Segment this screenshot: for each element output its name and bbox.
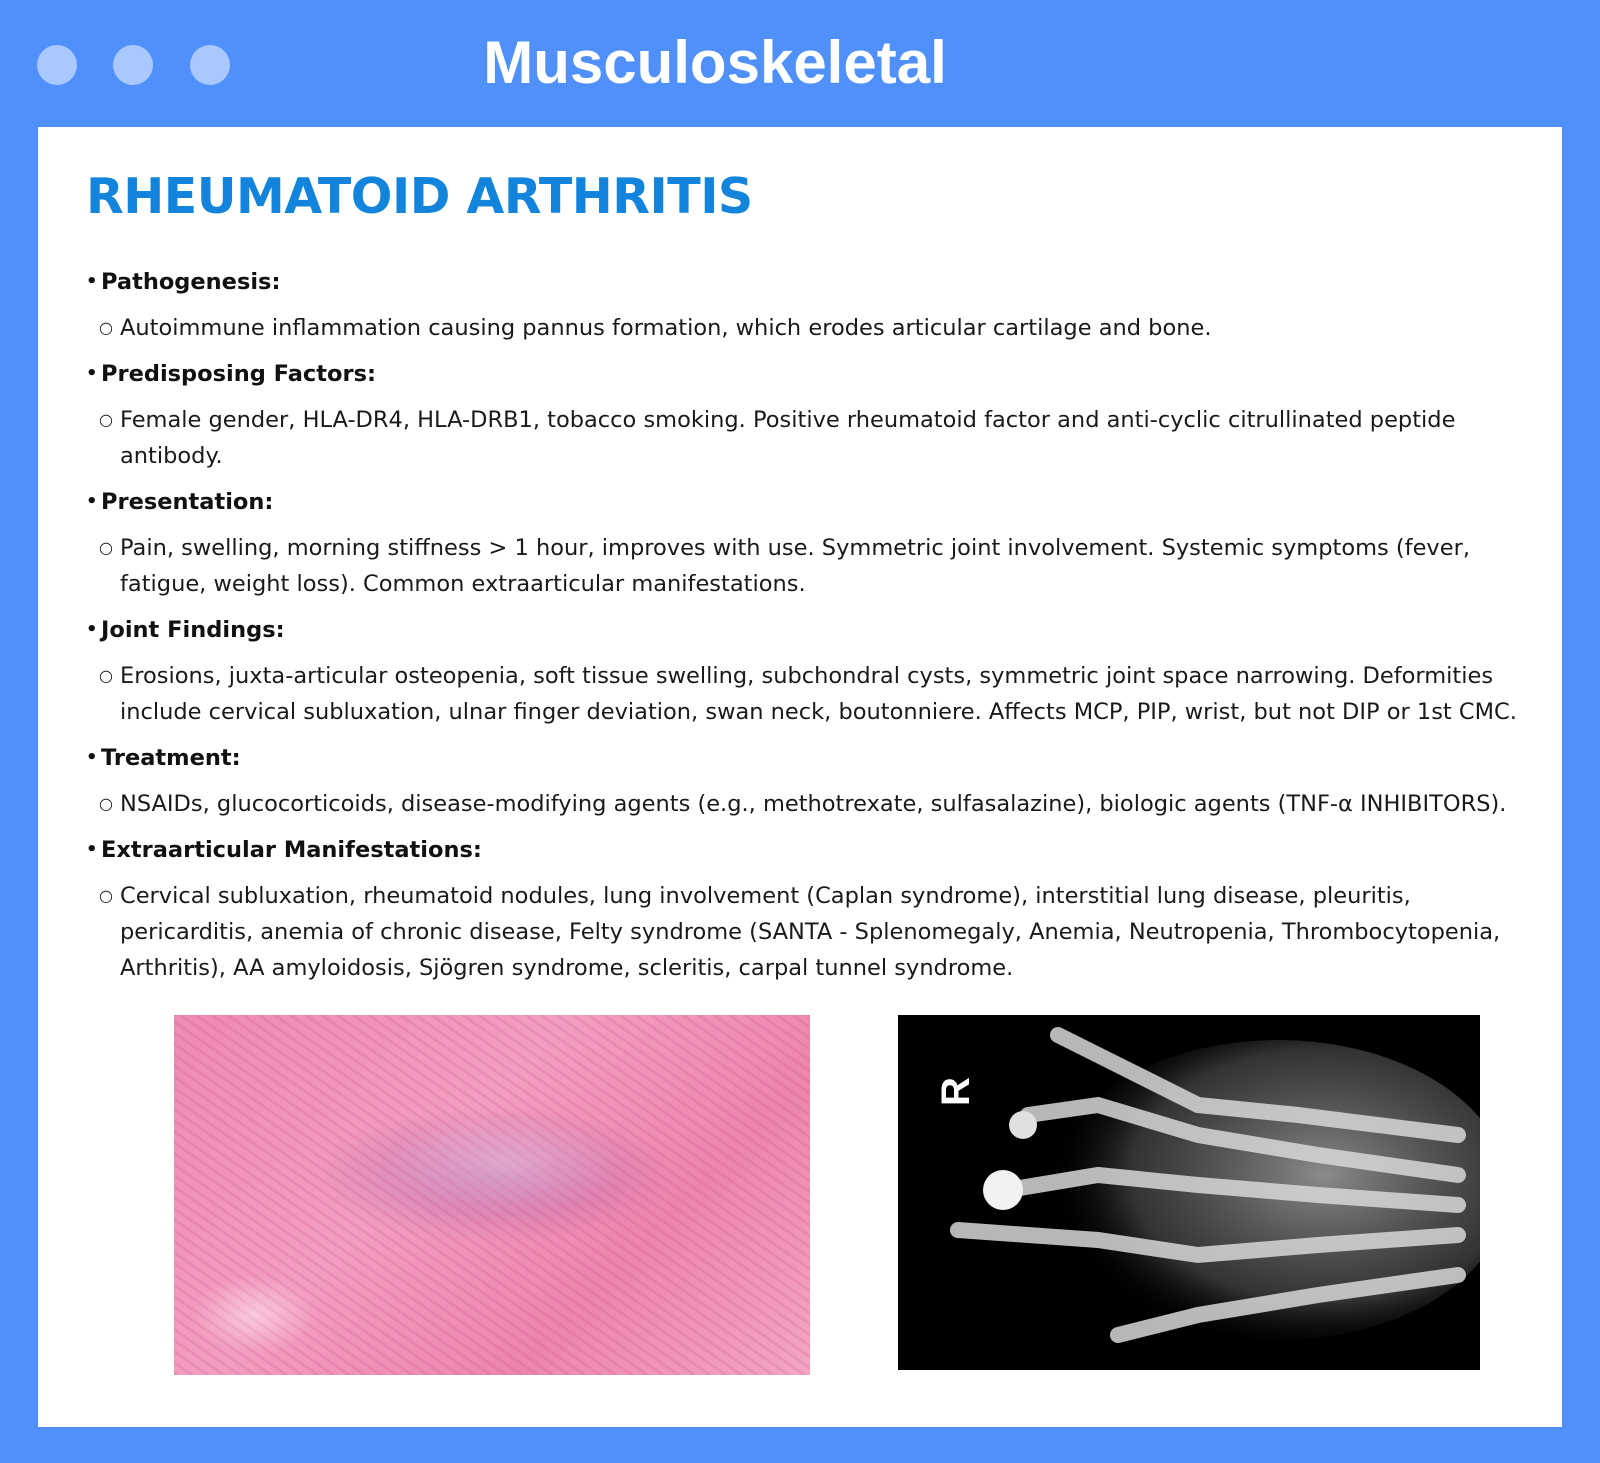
section-detail: ○ Female gender, HLA-DR4, HLA-DRB1, tobacco smoking. Positive rheumatoid factor and anti-cyclic citrullinated peptide antibody. bbox=[86, 402, 1546, 474]
section-title: • Pathogenesis: bbox=[86, 264, 1546, 302]
window-titlebar bbox=[0, 0, 1600, 128]
topic-list bbox=[86, 264, 1546, 996]
section-pathogenesis bbox=[86, 264, 1546, 346]
section-title: • Presentation: bbox=[86, 484, 1546, 522]
bullet-dot: • bbox=[86, 271, 98, 292]
section-presentation bbox=[86, 484, 1546, 602]
bullet-circle: ○ bbox=[99, 538, 113, 557]
bullet-dot: • bbox=[86, 747, 98, 768]
content-panel bbox=[38, 127, 1562, 1427]
hand-xray-drawing bbox=[898, 1015, 1480, 1370]
section-joint-findings bbox=[86, 612, 1546, 730]
section-title: • Extraarticular Manifestations: bbox=[86, 832, 1546, 870]
bullet-circle: ○ bbox=[99, 666, 113, 685]
bullet-dot: • bbox=[86, 839, 98, 860]
window-title: Musculoskeletal bbox=[483, 29, 947, 96]
page-heading: RHEUMATOID ARTHRITIS bbox=[86, 168, 753, 225]
bullet-dot: • bbox=[86, 363, 98, 384]
bullet-dot: • bbox=[86, 491, 98, 512]
xray-side-marker: R bbox=[933, 1077, 978, 1106]
section-predisposing-factors bbox=[86, 356, 1546, 474]
section-detail: ○ Pain, swelling, morning stiffness > 1 hour, improves with use. Symmetric joint involvement. Systemic symptoms (fever, fatigue, weight loss). Common extraarticular manifestations. bbox=[86, 530, 1546, 602]
section-detail: ○ NSAIDs, glucocorticoids, disease-modifying agents (e.g., methotrexate, sulfasalazine), biologic agents (TNF-α INHIBITORS). bbox=[86, 786, 1546, 822]
section-detail: ○ Autoimmune inflammation causing pannus formation, which erodes articular cartilage and bone. bbox=[86, 310, 1546, 346]
bullet-circle: ○ bbox=[99, 410, 113, 429]
bullet-circle: ○ bbox=[99, 318, 113, 337]
bullet-dot: • bbox=[86, 619, 98, 640]
section-treatment bbox=[86, 740, 1546, 822]
hand-xray-image bbox=[898, 1015, 1480, 1370]
section-title: • Treatment: bbox=[86, 740, 1546, 778]
bullet-circle: ○ bbox=[99, 794, 113, 813]
section-extraarticular-manifestations bbox=[86, 832, 1546, 986]
bullet-circle: ○ bbox=[99, 886, 113, 905]
histology-image bbox=[174, 1015, 810, 1375]
section-detail: ○ Cervical subluxation, rheumatoid nodules, lung involvement (Caplan syndrome), interstitial lung disease, pleuritis, pericarditis, anemia of chronic disease, Felty syndrome (SANTA - Splenomegaly, Anemia, Neutropenia, Thrombocytopenia, Arthritis), AA amyloidosis, Sjögren syndrome, scleritis, carpal tunnel syndrome. bbox=[86, 878, 1546, 986]
section-detail: ○ Erosions, juxta-articular osteopenia, soft tissue swelling, subchondral cysts, symmetric joint space narrowing. Deformities include cervical subluxation, ulnar finger deviation, swan neck, boutonniere. Affects MCP, PIP, wrist, but not DIP or 1st CMC. bbox=[86, 658, 1546, 730]
section-title: • Predisposing Factors: bbox=[86, 356, 1546, 394]
section-title: • Joint Findings: bbox=[86, 612, 1546, 650]
